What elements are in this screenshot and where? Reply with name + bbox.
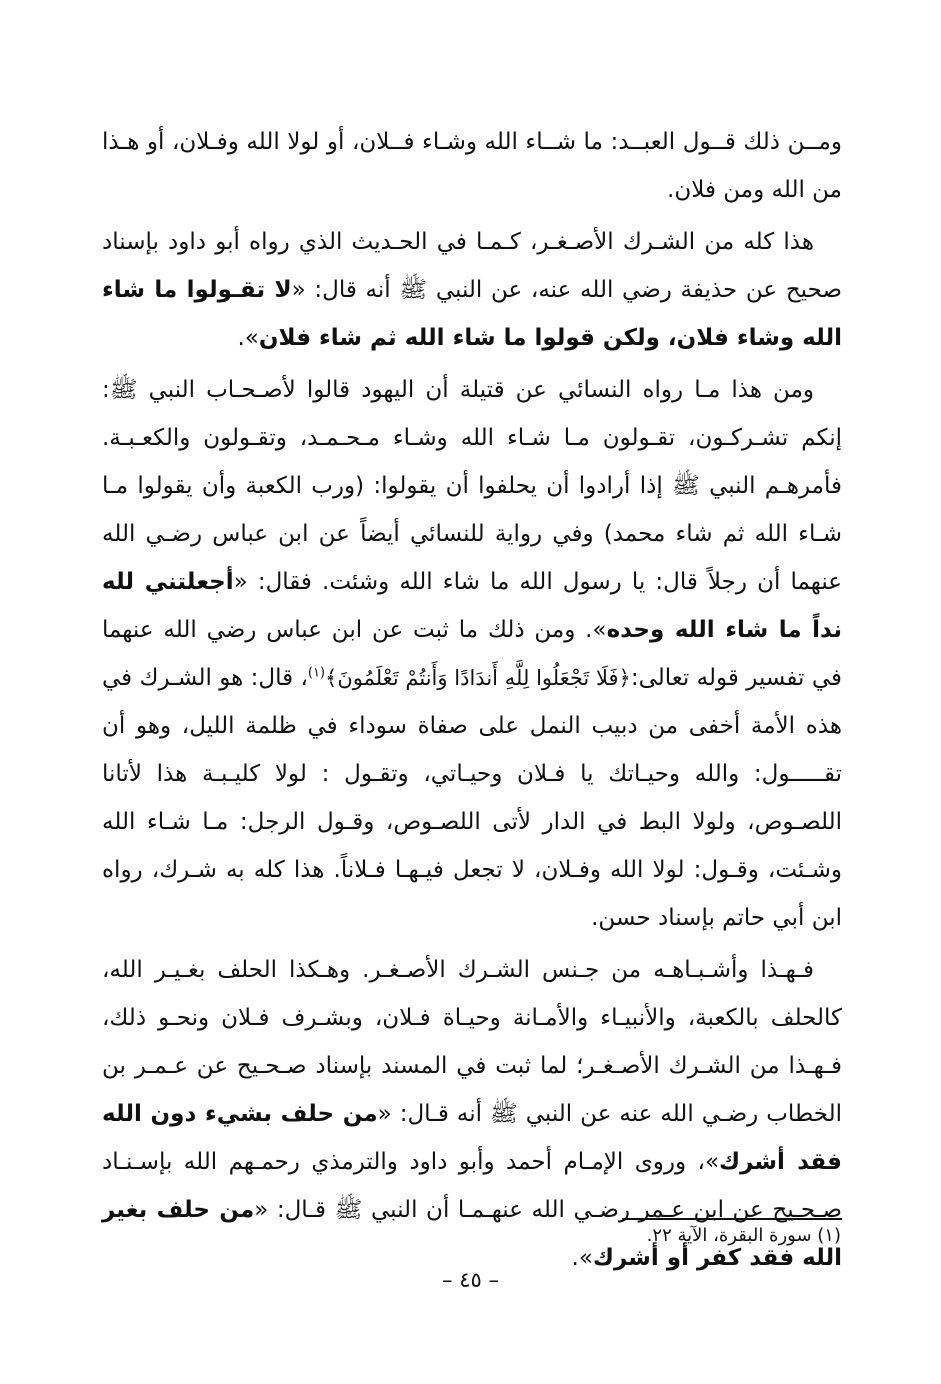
text-segment: ». — [237, 325, 259, 351]
text-segment: »، وروى الإمـام أحمد وأبو داود والترمذي رحمـهم الله بإسـنـاد صـحـيح عن ابن عـمر رضـي الله عنهـمـا أن النبي ﷺ قـال: « — [102, 1149, 843, 1223]
footnote: (١) سورة البقرة، الآية ٢٢. — [646, 1225, 841, 1246]
text-segment: ». ومن ذلك ما ثبت عن ابن عباس رضي الله عنهما في تفسير قوله تعالى: — [102, 617, 843, 691]
quran-verse: ﴿فَلَا تَجْعَلُوا لِلَّهِ أَندَادًا وَأَنتُمْ تَعْلَمُونَ﴾ — [325, 666, 631, 690]
page-number: – ٤٥ – — [442, 1268, 499, 1292]
hadith-quote: أجعلتني لله نداً ما شاء الله وحده — [102, 569, 842, 643]
paragraph-p2 — [102, 218, 842, 362]
text-segment: ومن هذا مـا رواه النسائي عن قتيلة أن اليهود قالوا لأصـحـاب النبي ﷺ: إنكم تشـركـون، تقـولون مـا شـاء الله وشـاء مـحـمـد، وتقـولون والكعـبـة. فأمرهـم النبي ﷺ إذا أرادوا أن يحلفوا أن يقولوا: (ورب الكعبة وأن يقولوا مـا شـاء الله ثم شاء محمد) وفي رواية للنسائي أيضاً عن ابن عباس رضـي الله عنهما أن رجلاً قال: يا رسول الله ما شاء الله وشئت. فقال: « — [102, 377, 843, 595]
hadith-quote: لا تقـولوا ما شاء الله وشاء فلان، ولكن قولوا ما شاء الله ثم شاء فلان — [102, 277, 842, 351]
hadith-quote: من حلف بشيء دون الله فقد أشرك — [102, 1101, 842, 1175]
hadith-quote: من حلف بغير الله فقد كفر أو أشرك — [102, 1197, 842, 1271]
text-segment: ، قال: هو الشـرك في هذه الأمة أخفى من دبيب النمل على صفاة سوداء في ظلمة الليل، وهو أن تقـــــول: والله وحيـاتك يا فـلان وحيـاتي، وتقـول : لولا كليـبـة هذا لأتانا اللصـوص، ولولا البط في الدار لأتى اللصـوص، وقـول الرجل: مـا شـاء الله وشـئت، وقـول: لولا الله وفـلان، لا تجعل فيـهـا فـلاناً. هذا كله به شـرك، رواه ابن أبي حاتم بإسناد حسن. — [102, 665, 842, 931]
body-text — [102, 118, 842, 1282]
text-segment: فـهـذا وأشـبـاهـه من جـنس الشـرك الأصـغـر. وهـكذا الحلف بغـيـر الله، كالحلف بالكعبة، والأنبيـاء والأمـانة وحيـاة فـلان، وبشـرف فـلان ونحـو ذلك، فـهـذا من الشـرك الأصـغـر؛ لما ثبت في المسند بإسناد صـحـيح عن عـمـر بن الخطاب رضـي الله عنه عن النبي ﷺ أنه قـال: « — [102, 957, 842, 1127]
footnote-reference: (١) — [307, 665, 326, 681]
text-segment: ». — [571, 1245, 593, 1271]
text-segment: ومــن ذلك قــول العبــد: ما شــاء الله وشـاء فــلان، أو لولا الله وفـلان، أو هـذا من الله ومن فلان. — [102, 129, 842, 203]
paragraph-p1 — [102, 118, 842, 214]
text-segment: هذا كله من الشـرك الأصـغـر، كـمـا في الحـديث الذي رواه أبو داود بإسناد صحيح عن حذيفة رضي الله عنه، عن النبي ﷺ أنه قال: « — [102, 229, 842, 303]
footnote-divider — [622, 1218, 842, 1220]
paragraph-p3 — [102, 366, 842, 942]
